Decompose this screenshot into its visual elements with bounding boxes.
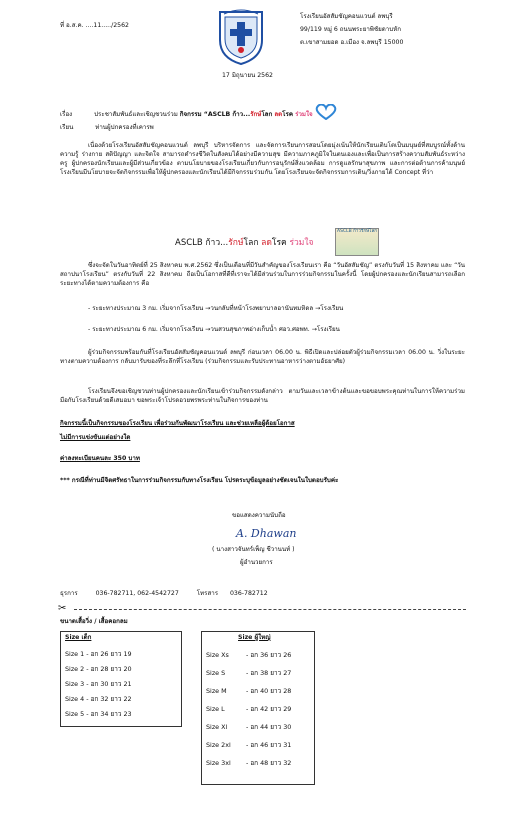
addressee-label: เรียน	[60, 124, 74, 131]
document-date: 17 มิถุนายน 2562	[222, 72, 273, 79]
kids-size-row: Size 2 - อก 28 ยาว 20	[65, 665, 132, 673]
school-name: โรงเรียนอัสสัมชัญคอนแวนต์ ลพบุรี	[300, 13, 393, 20]
size-chart-title: ขนาดเสื้อวิ่ง / เสื้อคอกลม	[60, 618, 128, 625]
adult-size-box	[201, 631, 315, 785]
subject-black1: โลก	[261, 111, 275, 118]
highlight-line-1: กิจกรรมนี้เป็นกิจกรรมของโรงเรียน เพื่อร่วมกันพัฒนาโรงเรียน และช่วยเหลือผู้ด้อยโอกาส	[60, 420, 295, 427]
cut-line	[74, 609, 466, 610]
subject-text: ประชาสัมพันธ์และเชิญชวนร่วม	[94, 111, 178, 118]
route-3km-via: วนกลับที่หน้าโรงพยาบาลอานันทมหิดล	[210, 305, 314, 312]
closing-text: ขอแสดงความนับถือ	[232, 512, 286, 519]
signer-name: ( นางสาวจันทร์เพ็ญ ชีวานนท์ )	[212, 546, 295, 553]
signer-title: ผู้อำนวยการ	[240, 559, 273, 566]
contact-phones: 036-782711, 062-4542727	[95, 590, 179, 597]
adult-size-row: Size 3xl - อก 48 ยาว 32	[206, 759, 292, 767]
event-logo-text: ASCLB ก้าวรักษ์โลก	[337, 229, 377, 234]
subject-label: เรื่อง	[60, 111, 73, 118]
route-6km-end: โรงเรียน	[316, 326, 340, 333]
contact-fax: 036-782712	[229, 590, 268, 597]
kids-size-row: Size 4 - อก 32 ยาว 22	[65, 695, 132, 703]
kids-size-row: Size 5 - อก 34 ยาว 23	[65, 710, 132, 718]
heart-icon	[315, 104, 337, 124]
school-address-line2: ต.เขาสามยอด อ.เมือง จ.ลพบุรี 15000	[300, 39, 404, 46]
body-paragraph-2: ซึ่งจะจัดในวันอาทิตย์ที่ 25 สิงหาคม พ.ศ.2562 ซึ่งเป็นเดือนที่มีวันสำคัญของโรงเรียนเรา คือ “วันอัสสัมชัญ” ตรงกับวันที่ 15 สิงหาคม และ “วันสถาปนาโรงเรียน” ตรงกับวันที่ 22 สิงหาคม ถือเป็นโอกาสที่ดีที่เราจะได้มีส่วนร่วมในการร่วมกิจกรรมในครั้งนี้ โดยผู้ปกครองและนักเรียนสามารถเลือกระยะทางได้ตามความต้องการ คือ	[60, 262, 465, 287]
scissors-icon: ✂	[58, 603, 67, 614]
registration-fee: ค่าลงทะเบียนคนละ 350 บาท	[60, 455, 140, 462]
arrow-right-icon: →	[205, 305, 211, 312]
adult-size-row: Size 2xl - อก 46 ยาว 31	[206, 741, 292, 749]
kids-size-row: Size 3 - อก 30 ยาว 21	[65, 680, 132, 688]
slogan	[175, 237, 314, 249]
arrow-right-icon: →	[315, 305, 321, 312]
event-logo-icon	[335, 228, 379, 256]
slogan-part1: ASCLB ก้าว...	[175, 238, 229, 248]
donation-note: *** กรณีที่ท่านมีจิตศรัทธาในการร่วมกิจกรรมกับทางโรงเรียน โปรดระบุข้อมูลอย่างชัดเจนในใบตอบรับค่ะ	[60, 477, 339, 484]
route-3km	[88, 305, 343, 314]
contact-office-label: ธุรการ	[60, 590, 78, 597]
slogan-pink: ร่วมใจ	[289, 238, 314, 248]
kids-size-row: Size 1 - อก 26 ยาว 19	[65, 650, 132, 658]
route-6km-via: วนสวนสุขภาพอ่างเก็บน้ำ ศอว.ศอพท.	[210, 326, 310, 333]
adult-size-row: Size L - อก 42 ยาว 29	[206, 705, 292, 713]
highlight-line-2: ไม่มีการแข่งขันแต่อย่างใด	[60, 434, 131, 441]
subject-black2: โรค	[282, 111, 296, 118]
adult-size-row: Size Xs - อก 36 ยาว 26	[206, 651, 292, 659]
adult-size-title: Size ผู้ใหญ่	[238, 634, 271, 641]
slogan-black2: โรค	[271, 238, 290, 248]
body-paragraph-4: โรงเรียนจึงขอเชิญชวนท่านผู้ปกครองและนักเรียนเข้าร่วมกิจกรรมดังกล่าว ตามวันและเวลาข้างต้นและขอขอบพระคุณท่านในการให้ความร่วมมือกับโรงเรียนด้วยดีเสมอมา ขอพระเจ้าโปรดอวยพรพระท่านในกิจการของท่าน	[60, 388, 465, 404]
route-6km-text: - ระยะทางประมาณ 6 กม. เริ่มจากโรงเรียน	[88, 326, 204, 333]
school-address-line1: 99/119 หมู่ 6 ถนนพระยาพิชัยดาบหัก	[300, 26, 401, 33]
contact-fax-label: โทรสาร	[196, 590, 219, 597]
route-3km-text: - ระยะทางประมาณ 3 กม. เริ่มจากโรงเรียน	[88, 305, 204, 312]
contact-line	[60, 590, 268, 599]
subject-red2: ลด	[274, 111, 283, 118]
subject-line	[60, 104, 337, 124]
subject-pink: ร่วมใจ	[295, 111, 313, 118]
school-crest-icon	[216, 8, 266, 66]
route-6km	[88, 326, 340, 335]
addressee-line	[60, 124, 154, 133]
document-number: ที่ อ.ส.ค. ....11...../2562	[60, 22, 129, 29]
subject-activity: กิจกรรม “ASCLB ก้าว...	[179, 111, 251, 118]
adult-size-row: Size M - อก 40 ยาว 28	[206, 687, 292, 695]
arrow-right-icon: →	[311, 326, 317, 333]
addressee-text: ท่านผู้ปกครองที่เคารพ	[95, 124, 154, 131]
arrow-right-icon: →	[205, 326, 211, 333]
signature: A. Dhawan	[236, 527, 297, 540]
slogan-black1: โลก	[243, 238, 262, 248]
body-paragraph-1: เนื่องด้วยโรงเรียนอัสสัมชัญคอนแวนต์ ลพบุรี บริหารจัดการ และจัดการเรียนการสอนโดยมุ่งเน้นให้นักเรียนเติบโตเป็นมนุษย์ที่สมบูรณ์ทั้งด้าน ความรู้ ร่างกาย สติปัญญา และจิตใจ สามารถดำรงชีวิตในสังคมได้อย่างมีความสุข มีความภาคภูมิใจในตนเองและเพื่อเป็นการสร้างความสัมพันธ์ระหว่างครู ผู้ปกครองนักเรียนและผู้มีส่วนเกี่ยวข้อง ตามนโยบายของโรงเรียนเกี่ยวกับการอนุรักษ์สิ่งแวดล้อม การดูแลรักษาสุขภาพ และการต่อต้านการค้ามนุษย์ โรงเรียนมีนโยบายจะจัดกิจกรรมเพื่อให้ผู้ปกครองและนักเรียนได้มีกิจกรรมร่วมกัน โดยโรงเรียนจะจัดกิจกรรมการเดิน/วิ่งภายใต้ Concept ที่ว่า	[60, 142, 465, 176]
adult-size-row: Size Xl - อก 44 ยาว 30	[206, 723, 292, 731]
route-3km-end: โรงเรียน	[320, 305, 344, 312]
adult-size-row: Size S - อก 38 ยาว 27	[206, 669, 292, 677]
slogan-red1: รักษ์	[228, 238, 244, 248]
body-paragraph-3: ผู้ร่วมกิจกรรมพร้อมกันที่โรงเรียนอัสสัมชัญคอนแวนต์ ลพบุรี ก่อนเวลา 06.00 น. พิธีเปิดและปล่อยตัวผู้ร่วมกิจกรรมเวลา 06.00 น. วิ่งในระยะทางตามความต้องการ กลับมารับของที่ระลึกที่โรงเรียน (ร่วมกิจกรรมและรับประทานอาหารว่างตามอัธยาศัย)	[60, 349, 465, 365]
kids-size-box	[60, 631, 182, 727]
kids-size-title: Size เด็ก	[65, 634, 92, 641]
subject-red1: รักษ์	[250, 111, 262, 118]
slogan-red2: ลด	[261, 238, 272, 248]
